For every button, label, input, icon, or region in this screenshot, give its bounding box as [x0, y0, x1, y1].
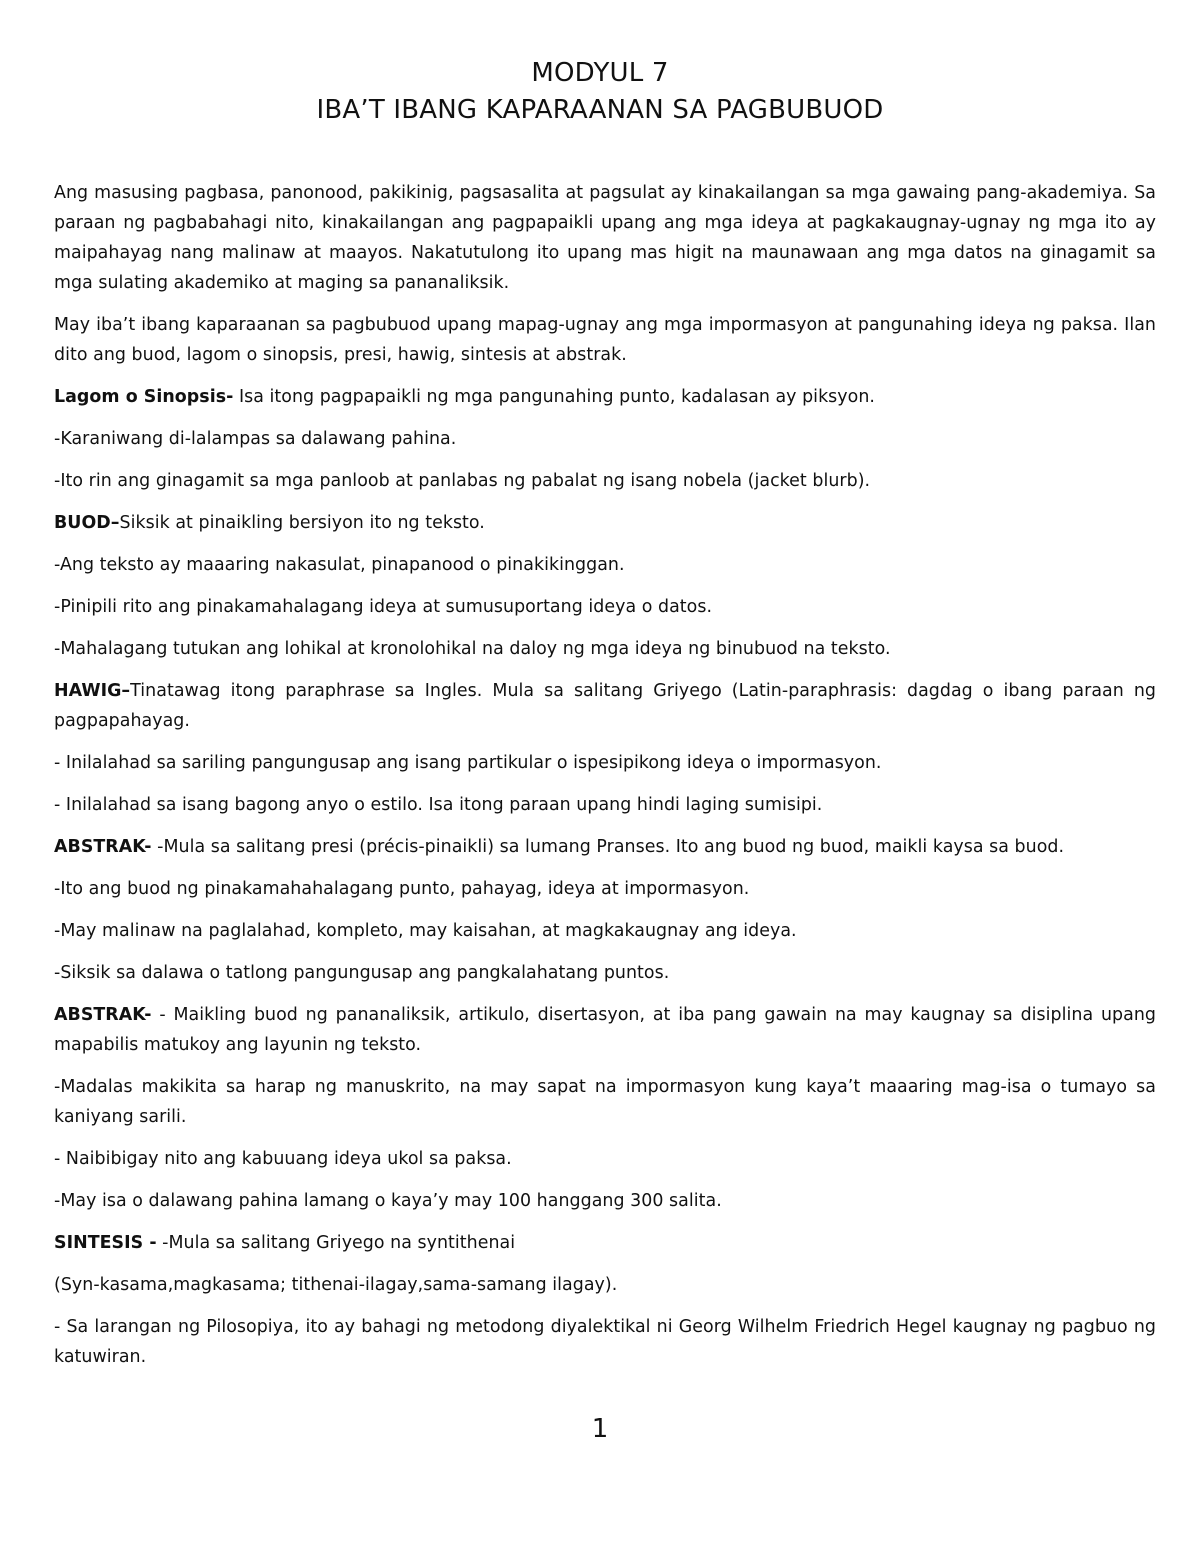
definition-paragraph [54, 1228, 1156, 1258]
paragraph-text: -Pinipili rito ang pinakamahalagang ideya at sumusuportang ideya o datos. [54, 597, 713, 617]
paragraph [54, 424, 1156, 454]
paragraph [54, 310, 1156, 370]
document-body [54, 178, 1156, 1384]
paragraph [54, 1144, 1156, 1174]
paragraph [54, 1186, 1156, 1216]
term-label: Lagom o Sinopsis- [54, 387, 234, 407]
paragraph-text: -Mahalagang tutukan ang lohikal at kronolohikal na daloy ng mga ideya ng binubuod na teksto. [54, 639, 891, 659]
paragraph-text: -Ito rin ang ginagamit sa mga panloob at panlabas ng pabalat ng isang nobela (jacket blurb). [54, 471, 871, 491]
module-title: MODYUL 7 [531, 58, 669, 88]
paragraph-text: - Maikling buod ng pananaliksik, artikulo, disertasyon, at iba pang gawain na may kaugnay sa disiplina upang mapabilis matukoy ang layunin ng teksto. [54, 1005, 1156, 1055]
paragraph-text: - Inilalahad sa isang bagong anyo o estilo. Isa itong paraan upang hindi laging sumisipi. [54, 795, 823, 815]
term-label: BUOD– [54, 513, 120, 533]
paragraph [54, 634, 1156, 664]
definition-paragraph [54, 1000, 1156, 1060]
paragraph [54, 550, 1156, 580]
term-label: SINTESIS - [54, 1233, 157, 1253]
paragraph [54, 1072, 1156, 1132]
paragraph-text: -Karaniwang di-lalampas sa dalawang pahina. [54, 429, 457, 449]
definition-paragraph [54, 508, 1156, 538]
paragraph-text: (Syn-kasama,magkasama; tithenai-ilagay,sama-samang ilagay). [54, 1275, 618, 1295]
term-label: HAWIG– [54, 681, 131, 701]
paragraph [54, 592, 1156, 622]
paragraph [54, 748, 1156, 778]
paragraph-text: -Ito ang buod ng pinakamahahalagang punto, pahayag, ideya at impormasyon. [54, 879, 750, 899]
paragraph-text: -May isa o dalawang pahina lamang o kaya’y may 100 hanggang 300 salita. [54, 1191, 722, 1211]
paragraph-text: - Naibibigay nito ang kabuuang ideya ukol sa paksa. [54, 1149, 512, 1169]
paragraph-text: Ang masusing pagbasa, panonood, pakikinig, pagsasalita at pagsulat ay kinakailangan sa mga gawaing pang-akademiya. Sa paraan ng pagbabahagi nito, kinakailangan ang pagpapaikli upang ang mga ideya at pagkakaugnay-ugnay ng mga ito ay maipahayag nang malinaw at maayos. Nakatutulong ito upang mas higit na maunawaan ang mga datos na ginagamit sa mga sulating akademiko at maging sa pananaliksik. [54, 183, 1156, 293]
paragraph-text: Isa itong pagpapaikli ng mga pangunahing punto, kadalasan ay piksyon. [233, 387, 875, 407]
definition-paragraph [54, 382, 1156, 412]
paragraph [54, 1270, 1156, 1300]
paragraph [54, 1312, 1156, 1372]
paragraph-text: May iba’t ibang kaparaanan sa pagbubuod upang mapag-ugnay ang mga impormasyon at pangunahing ideya ng paksa. Ilan dito ang buod, lagom o sinopsis, presi, hawig, sintesis at abstrak. [54, 315, 1156, 365]
paragraph-text: -May malinaw na paglalahad, kompleto, may kaisahan, at magkakaugnay ang ideya. [54, 921, 797, 941]
term-label: ABSTRAK- [54, 837, 152, 857]
paragraph-text: -Ang teksto ay maaaring nakasulat, pinapanood o pinakikinggan. [54, 555, 625, 575]
paragraph-text: - Inilalahad sa sariling pangungusap ang isang partikular o ispesipikong ideya o impormasyon. [54, 753, 882, 773]
paragraph-text: - Sa larangan ng Pilosopiya, ito ay bahagi ng metodong diyalektikal ni Georg Wilhelm Friedrich Hegel kaugnay ng pagbuo ng katuwiran. [54, 1317, 1156, 1367]
paragraph-text: -Madalas makikita sa harap ng manuskrito, na may sapat na impormasyon kung kaya’t maaaring mag-isa o tumayo sa kaniyang sarili. [54, 1077, 1156, 1127]
paragraph [54, 874, 1156, 904]
paragraph-text: -Mula sa salitang presi (précis-pinaikli) sa lumang Pranses. Ito ang buod ng buod, maikli kaysa sa buod. [151, 837, 1065, 857]
paragraph [54, 466, 1156, 496]
definition-paragraph [54, 832, 1156, 862]
paragraph-text: -Siksik sa dalawa o tatlong pangungusap ang pangkalahatang puntos. [54, 963, 670, 983]
paragraph-text: Siksik at pinaikling bersiyon ito ng teksto. [119, 513, 485, 533]
paragraph [54, 178, 1156, 298]
term-label: ABSTRAK- [54, 1005, 152, 1025]
paragraph [54, 916, 1156, 946]
paragraph-text: Tinatawag itong paraphrase sa Ingles. Mula sa salitang Griyego (Latin-paraphrasis: dagdag o ibang paraan ng pagpapahayag. [54, 681, 1156, 731]
paragraph-text: -Mula sa salitang Griyego na syntithenai [156, 1233, 516, 1253]
module-subtitle: IBA’T IBANG KAPARAANAN SA PAGBUBUOD [316, 95, 884, 125]
paragraph [54, 790, 1156, 820]
page-number: 1 [591, 1414, 609, 1444]
definition-paragraph [54, 676, 1156, 736]
paragraph [54, 958, 1156, 988]
